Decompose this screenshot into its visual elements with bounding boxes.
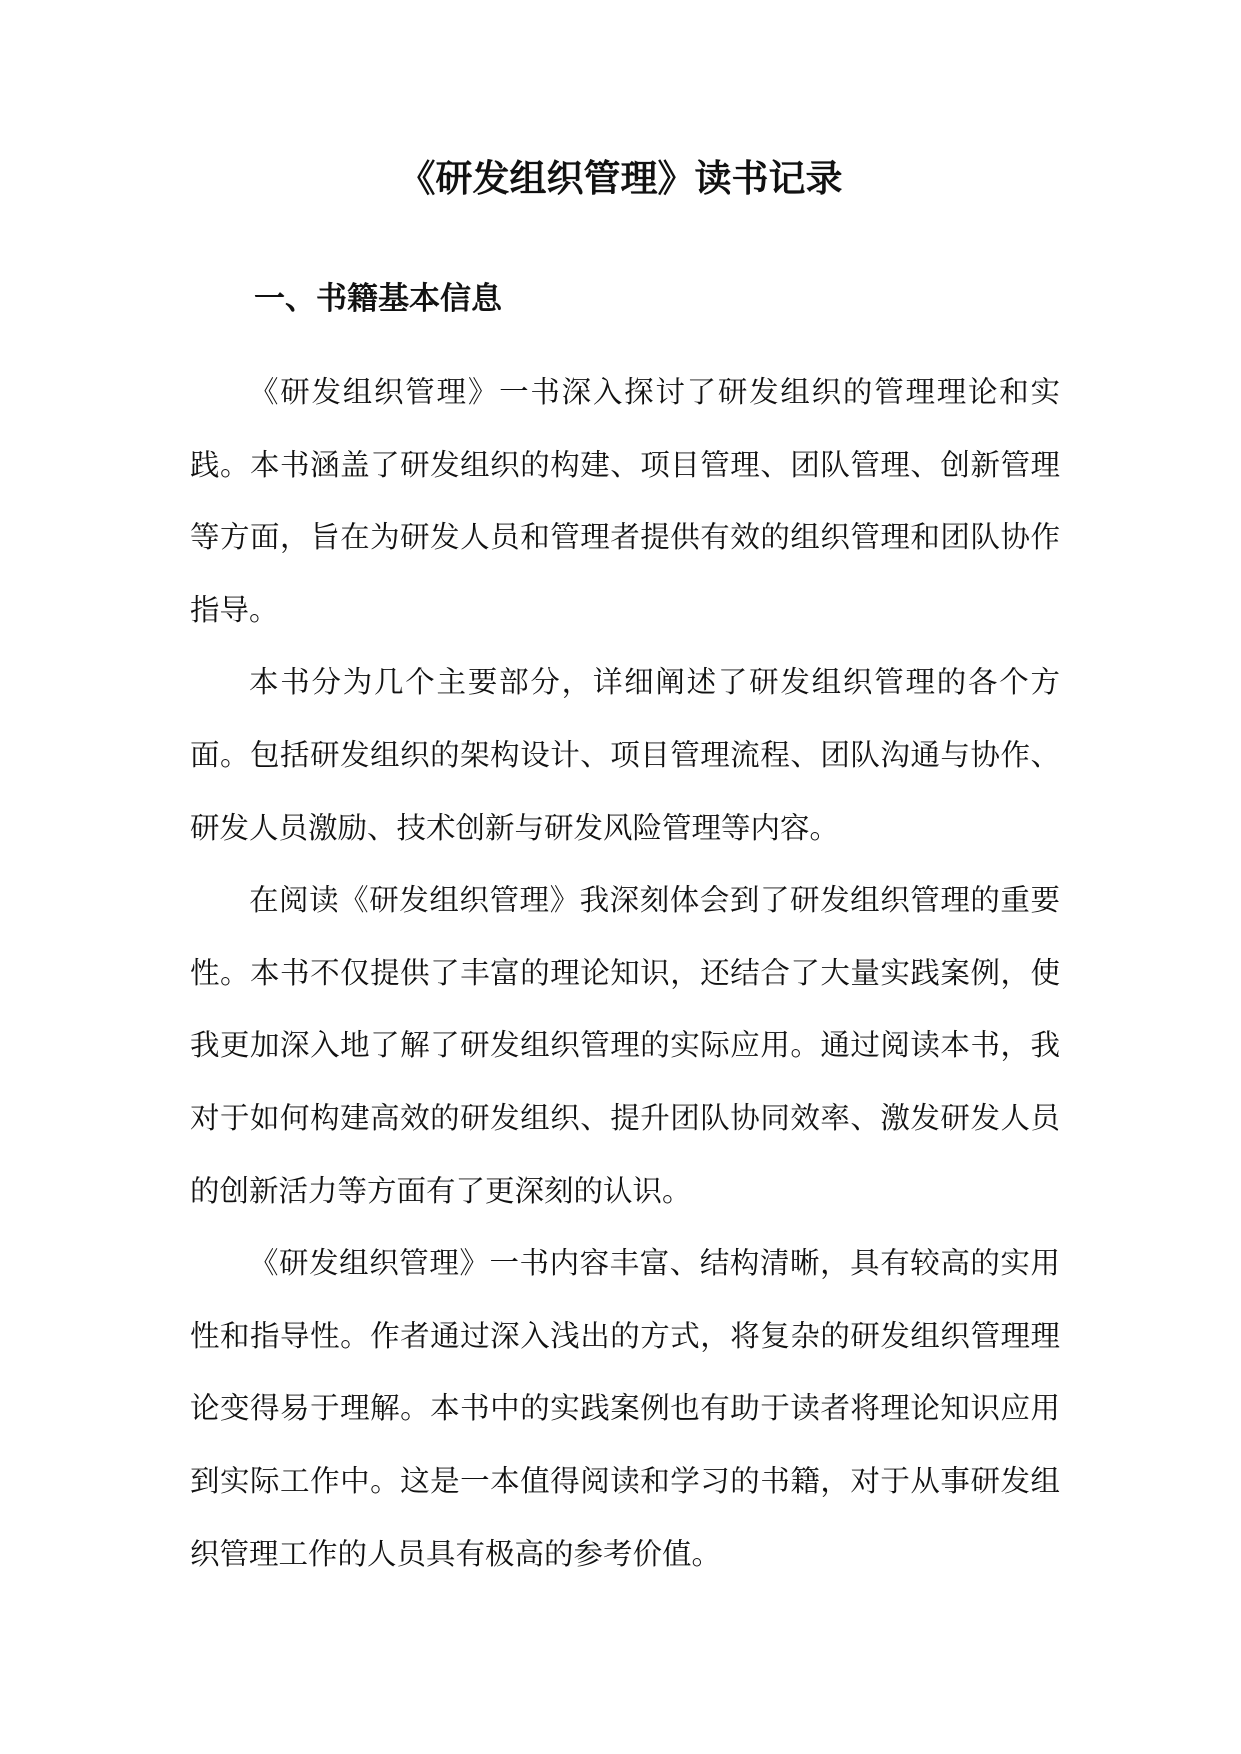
document-title: 《研发组织管理》读书记录 xyxy=(398,156,843,200)
paragraph-book-structure: 本书分为几个主要部分，详细阐述了研发组织管理的各个方面。包括研发组织的架构设计、项目管理流程、团队沟通与协作、研发人员激励、技术创新与研发风险管理等内容。 xyxy=(190,665,1060,845)
section-body xyxy=(190,356,1060,1590)
paragraph-book-overview: 《研发组织管理》一书深入探讨了研发组织的管理理论和实践。本书涵盖了研发组织的构建、项目管理、团队管理、创新管理等方面，旨在为研发人员和管理者提供有效的组织管理和团队协作指导。 xyxy=(190,375,1060,627)
section-heading: 一、书籍基本信息 xyxy=(254,281,502,317)
paragraph-reading-reflection: 在阅读《研发组织管理》我深刻体会到了研发组织管理的重要性。本书不仅提供了丰富的理论知识，还结合了大量实践案例，使我更加深入地了解了研发组织管理的实际应用。通过阅读本书，我对于如何构建高效的研发组织、提升团队协同效率、激发研发人员的创新活力等方面有了更深刻的认识。 xyxy=(190,883,1060,1208)
paragraph-book-evaluation: 《研发组织管理》一书内容丰富、结构清晰，具有较高的实用性和指导性。作者通过深入浅出的方式，将复杂的研发组织管理理论变得易于理解。本书中的实践案例也有助于读者将理论知识应用到实际工作中。这是一本值得阅读和学习的书籍，对于从事研发组织管理工作的人员具有极高的参考价值。 xyxy=(190,1246,1060,1571)
